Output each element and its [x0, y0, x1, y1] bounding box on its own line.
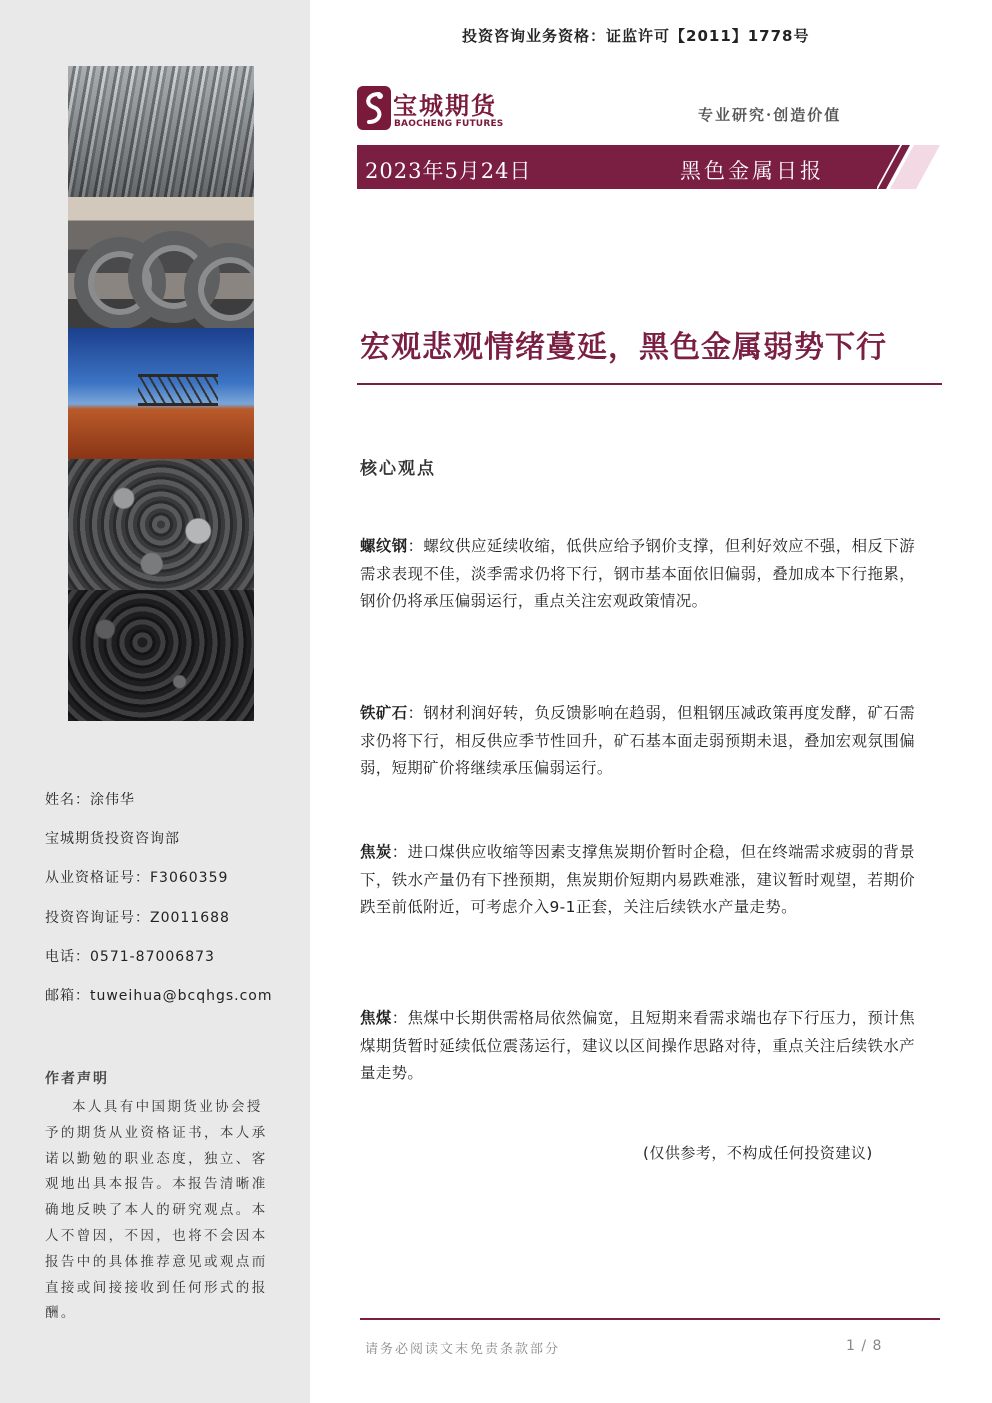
logo-chinese-name: 宝城期货	[393, 91, 497, 120]
footer-notice: 请务必阅读文末免责条款部分	[365, 1342, 561, 1357]
analyst-dept: 宝城期货投资咨询部	[45, 831, 180, 848]
report-title: 宏观悲观情绪蔓延，黑色金属弱势下行	[360, 330, 887, 365]
slogan: 专业研究·创造价值	[698, 106, 842, 124]
section-text: ：钢材利润好转，负反馈影响在趋弱，但粗钢压减政策再度发酵，矿石需求仍将下行，相反供应季节性回升，矿石基本面走弱预期未退，叠加宏观氛围偏弱，短期矿价将继续承压偏弱运行。	[360, 704, 915, 777]
sidebar	[0, 0, 310, 1403]
banner-stripes-icon	[860, 145, 940, 189]
analyst-consult-cert: 投资咨询证号：Z0011688	[45, 909, 230, 926]
license-line: 投资咨询业务资格：证监许可【2011】1778号	[462, 27, 810, 45]
section-coking-coal	[360, 1005, 915, 1088]
analyst-info	[45, 789, 285, 1024]
section-label: 焦煤	[360, 1009, 392, 1027]
analyst-email: 邮箱：tuweihua@bcqhgs.com	[45, 987, 273, 1004]
section-label: 焦炭	[360, 843, 392, 861]
iron-ore-photo	[68, 328, 254, 459]
report-type: 黑色金属日报	[680, 159, 824, 183]
coal-photo	[68, 590, 254, 721]
coke-photo	[68, 459, 254, 590]
logo-mark-icon	[357, 86, 391, 130]
report-date: 2023年5月24日	[365, 159, 532, 183]
analyst-phone: 电话：0571-87006873	[45, 948, 215, 965]
footer-divider	[360, 1318, 940, 1320]
section-coke	[360, 839, 915, 922]
section-label: 铁矿石	[360, 704, 408, 722]
photo-strip	[68, 66, 254, 721]
section-text: ：焦煤中长期供需格局依然偏宽，且短期来看需求端也存下行压力，预计焦煤期货暂时延续低位震荡运行，建议以区间操作思路对待，重点关注后续铁水产量走势。	[360, 1009, 915, 1082]
section-text: ：螺纹供应延续收缩，低供应给予钢价支撑，但利好效应不强，相反下游需求表现不佳，淡季需求仍将下行，钢市基本面依旧偏弱，叠加成本下行拖累，钢价仍将承压偏弱运行，重点关注宏观政策情况。	[360, 537, 915, 610]
declaration-title: 作者声明	[45, 1071, 109, 1087]
steel-rebar-photo	[68, 66, 254, 197]
section-rebar	[360, 533, 915, 616]
declaration-text: 本人具有中国期货业协会授予的期货从业资格证书，本人承诺以勤勉的职业态度，独立、客观地出具本报告。本报告清晰准确地反映了本人的研究观点。本人不曾因，不因，也将不会因本报告中的具体推荐意见或观点而直接或间接接收到任何形式的报酬。	[45, 1099, 268, 1322]
disclaimer: (仅供参考，不构成任何投资建议)	[643, 1144, 873, 1162]
analyst-name: 姓名：涂伟华	[45, 792, 135, 808]
analyst-cert: 从业资格证号：F3060359	[45, 870, 229, 887]
section-label: 螺纹钢	[360, 537, 408, 555]
company-logo	[357, 86, 522, 134]
logo-english-name: BAOCHENG FUTURES	[394, 119, 504, 129]
steel-coil-photo	[68, 197, 254, 328]
page-number: 1 / 8	[846, 1338, 883, 1354]
section-text: ：进口煤供应收缩等因素支撑焦炭期价暂时企稳，但在终端需求疲弱的背景下，铁水产量仍有下挫预期，焦炭期价短期内易跌难涨，建议暂时观望，若期价跌至前低附近，可考虑介入9-1正套，关注后续铁水产量走势。	[360, 843, 915, 916]
title-divider	[357, 383, 942, 385]
section-iron-ore	[360, 700, 915, 783]
core-viewpoint-heading: 核心观点	[360, 459, 436, 479]
